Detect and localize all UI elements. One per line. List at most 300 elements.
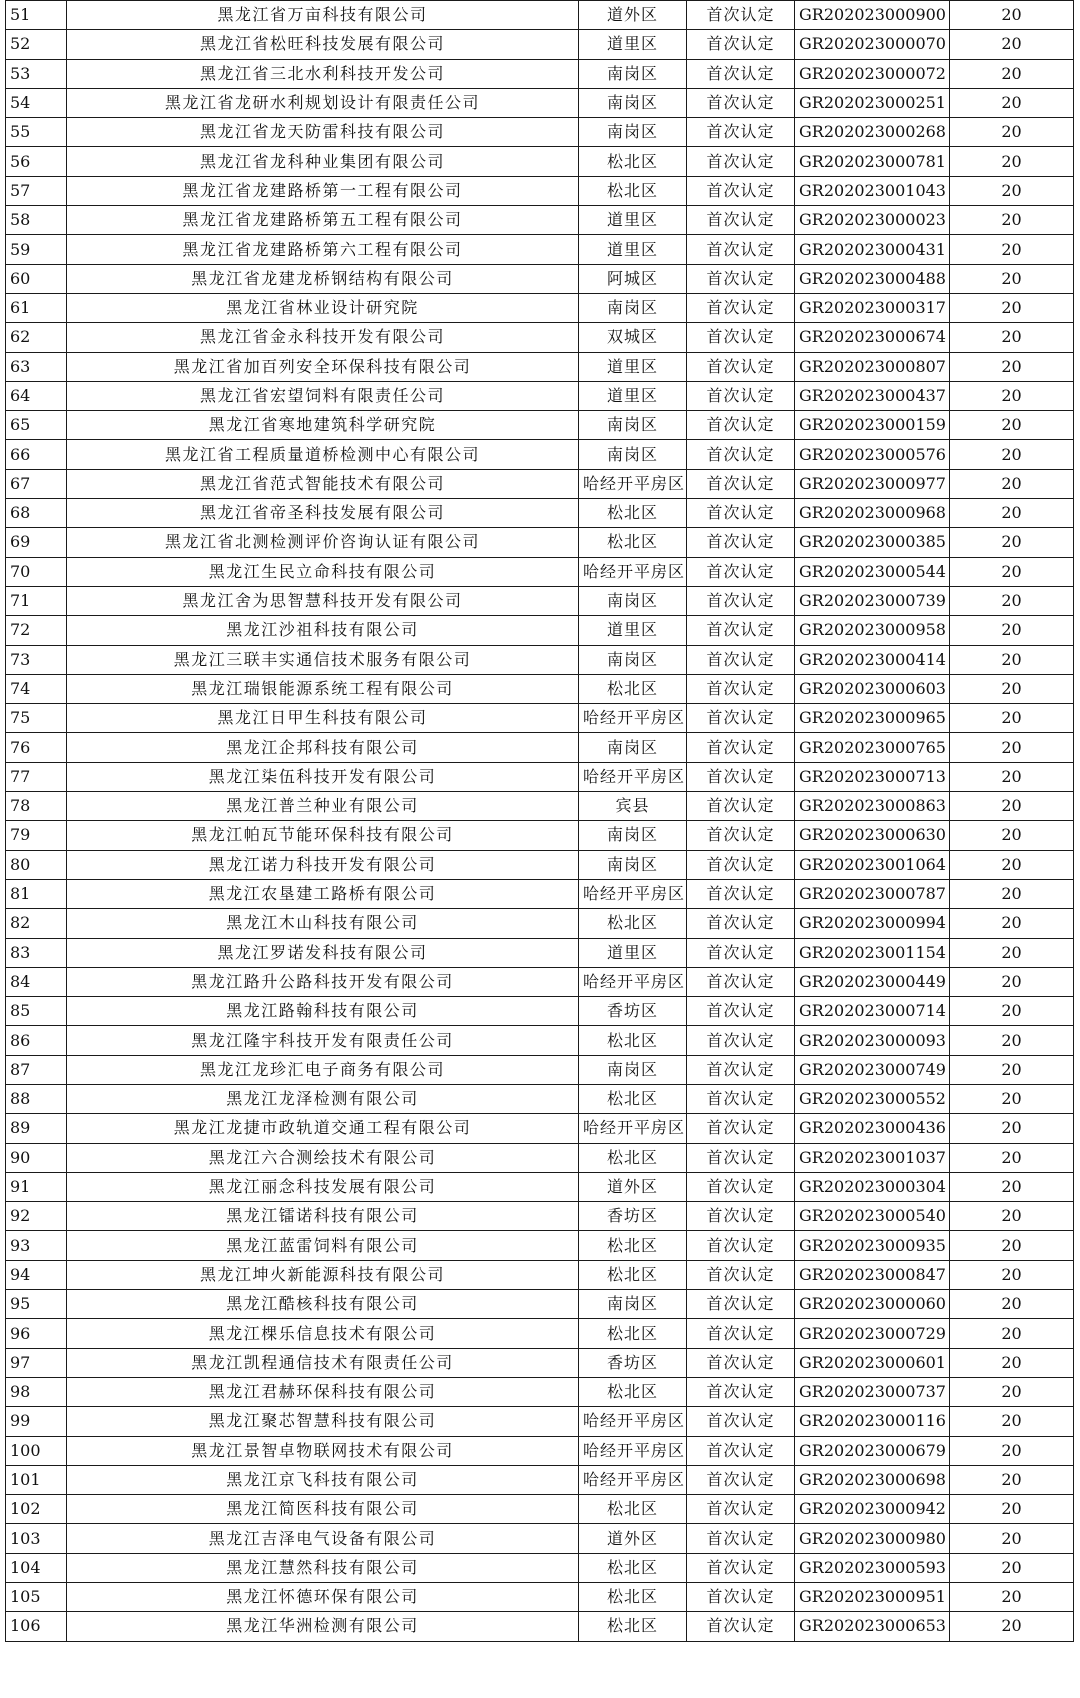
district-cell: 南岗区 (579, 59, 687, 88)
district-cell: 道里区 (579, 938, 687, 967)
table-row (6, 850, 1074, 879)
row-number-cell: 90 (6, 1143, 67, 1172)
table-row (6, 1055, 1074, 1084)
district-cell: 哈经开平房区 (579, 879, 687, 908)
certification-type-cell: 首次认定 (687, 293, 795, 322)
company-name-cell: 黑龙江景智卓物联网技术有限公司 (67, 1436, 579, 1465)
row-number-cell: 97 (6, 1348, 67, 1377)
table-row (6, 381, 1074, 410)
score-cell: 20 (950, 1172, 1074, 1201)
table-row (6, 967, 1074, 996)
row-number-cell: 51 (6, 1, 67, 30)
district-cell: 道里区 (579, 381, 687, 410)
certificate-number-cell: GR202023000317 (795, 293, 950, 322)
certification-type-cell: 首次认定 (687, 1465, 795, 1494)
score-cell: 20 (950, 1553, 1074, 1582)
score-cell: 20 (950, 704, 1074, 733)
score-cell: 20 (950, 850, 1074, 879)
table-row (6, 909, 1074, 938)
row-number-cell: 53 (6, 59, 67, 88)
company-name-cell: 黑龙江简医科技有限公司 (67, 1495, 579, 1524)
certificate-number-cell: GR202023000653 (795, 1612, 950, 1641)
score-cell: 20 (950, 411, 1074, 440)
certification-type-cell: 首次认定 (687, 557, 795, 586)
certification-type-cell: 首次认定 (687, 1084, 795, 1113)
row-number-cell: 59 (6, 235, 67, 264)
table-row (6, 352, 1074, 381)
district-cell: 南岗区 (579, 586, 687, 615)
score-cell: 20 (950, 616, 1074, 645)
row-number-cell: 82 (6, 909, 67, 938)
certification-type-cell: 首次认定 (687, 1260, 795, 1289)
row-number-cell: 68 (6, 499, 67, 528)
row-number-cell: 61 (6, 293, 67, 322)
row-number-cell: 70 (6, 557, 67, 586)
certificate-number-cell: GR202023000576 (795, 440, 950, 469)
company-name-cell: 黑龙江龙捷市政轨道交通工程有限公司 (67, 1114, 579, 1143)
certificate-number-cell: GR202023000060 (795, 1290, 950, 1319)
certificate-number-cell: GR202023000698 (795, 1465, 950, 1494)
table-row (6, 792, 1074, 821)
score-cell: 20 (950, 118, 1074, 147)
score-cell: 20 (950, 59, 1074, 88)
company-name-cell: 黑龙江罗诺发科技有限公司 (67, 938, 579, 967)
company-name-cell: 黑龙江华洲检测有限公司 (67, 1612, 579, 1641)
certificate-number-cell: GR202023000093 (795, 1026, 950, 1055)
district-cell: 南岗区 (579, 645, 687, 674)
district-cell: 南岗区 (579, 1055, 687, 1084)
score-cell: 20 (950, 352, 1074, 381)
row-number-cell: 57 (6, 176, 67, 205)
certification-type-cell: 首次认定 (687, 1348, 795, 1377)
score-cell: 20 (950, 1084, 1074, 1113)
company-name-cell: 黑龙江企邦科技有限公司 (67, 733, 579, 762)
certification-type-cell: 首次认定 (687, 1114, 795, 1143)
certificate-number-cell: GR202023000159 (795, 411, 950, 440)
company-name-cell: 黑龙江省北测检测评价咨询认证有限公司 (67, 528, 579, 557)
table-row (6, 674, 1074, 703)
district-cell: 松北区 (579, 528, 687, 557)
certificate-number-cell: GR202023000414 (795, 645, 950, 674)
score-cell: 20 (950, 821, 1074, 850)
certificate-number-cell: GR202023000951 (795, 1583, 950, 1612)
certificate-number-cell: GR202023000630 (795, 821, 950, 850)
certification-type-cell: 首次认定 (687, 381, 795, 410)
district-cell: 道外区 (579, 1, 687, 30)
company-name-cell: 黑龙江聚芯智慧科技有限公司 (67, 1407, 579, 1436)
company-list-table-wrapper (5, 0, 1074, 1642)
certification-type-cell: 首次认定 (687, 1612, 795, 1641)
certificate-number-cell: GR202023000935 (795, 1231, 950, 1260)
district-cell: 宾县 (579, 792, 687, 821)
district-cell: 松北区 (579, 1612, 687, 1641)
certification-type-cell: 首次认定 (687, 30, 795, 59)
score-cell: 20 (950, 1583, 1074, 1612)
score-cell: 20 (950, 1, 1074, 30)
company-name-cell: 黑龙江三联丰实通信技术服务有限公司 (67, 645, 579, 674)
score-cell: 20 (950, 440, 1074, 469)
table-row (6, 499, 1074, 528)
row-number-cell: 93 (6, 1231, 67, 1260)
row-number-cell: 78 (6, 792, 67, 821)
certification-type-cell: 首次认定 (687, 235, 795, 264)
row-number-cell: 84 (6, 967, 67, 996)
certificate-number-cell: GR202023000847 (795, 1260, 950, 1289)
company-name-cell: 黑龙江柒伍科技开发有限公司 (67, 762, 579, 791)
district-cell: 道外区 (579, 1524, 687, 1553)
district-cell: 松北区 (579, 1319, 687, 1348)
company-name-cell: 黑龙江省龙科种业集团有限公司 (67, 147, 579, 176)
row-number-cell: 96 (6, 1319, 67, 1348)
certification-type-cell: 首次认定 (687, 821, 795, 850)
table-row (6, 1465, 1074, 1494)
certificate-number-cell: GR202023000942 (795, 1495, 950, 1524)
district-cell: 南岗区 (579, 88, 687, 117)
certificate-number-cell: GR202023000980 (795, 1524, 950, 1553)
certification-type-cell: 首次认定 (687, 1524, 795, 1553)
certification-type-cell: 首次认定 (687, 792, 795, 821)
certification-type-cell: 首次认定 (687, 704, 795, 733)
table-row (6, 879, 1074, 908)
certificate-number-cell: GR202023000787 (795, 879, 950, 908)
company-name-cell: 黑龙江路翰科技有限公司 (67, 997, 579, 1026)
district-cell: 松北区 (579, 674, 687, 703)
district-cell: 阿城区 (579, 264, 687, 293)
certificate-number-cell: GR202023000552 (795, 1084, 950, 1113)
score-cell: 20 (950, 1026, 1074, 1055)
district-cell: 松北区 (579, 1260, 687, 1289)
row-number-cell: 100 (6, 1436, 67, 1465)
certificate-number-cell: GR202023000601 (795, 1348, 950, 1377)
certificate-number-cell: GR202023000070 (795, 30, 950, 59)
certificate-number-cell: GR202023000965 (795, 704, 950, 733)
certification-type-cell: 首次认定 (687, 88, 795, 117)
table-row (6, 938, 1074, 967)
company-name-cell: 黑龙江木山科技有限公司 (67, 909, 579, 938)
district-cell: 南岗区 (579, 118, 687, 147)
table-row (6, 118, 1074, 147)
certificate-number-cell: GR202023000679 (795, 1436, 950, 1465)
certification-type-cell: 首次认定 (687, 528, 795, 557)
score-cell: 20 (950, 264, 1074, 293)
certification-type-cell: 首次认定 (687, 733, 795, 762)
table-row (6, 59, 1074, 88)
row-number-cell: 92 (6, 1202, 67, 1231)
score-cell: 20 (950, 1436, 1074, 1465)
certification-type-cell: 首次认定 (687, 1, 795, 30)
certificate-number-cell: GR202023000737 (795, 1377, 950, 1406)
certificate-number-cell: GR202023000593 (795, 1553, 950, 1582)
company-name-cell: 黑龙江怀德环保有限公司 (67, 1583, 579, 1612)
district-cell: 南岗区 (579, 1290, 687, 1319)
table-row (6, 528, 1074, 557)
company-name-cell: 黑龙江日甲生科技有限公司 (67, 704, 579, 733)
table-row (6, 1231, 1074, 1260)
district-cell: 哈经开平房区 (579, 704, 687, 733)
company-name-cell: 黑龙江舍为思智慧科技开发有限公司 (67, 586, 579, 615)
certification-type-cell: 首次认定 (687, 674, 795, 703)
score-cell: 20 (950, 674, 1074, 703)
row-number-cell: 101 (6, 1465, 67, 1494)
score-cell: 20 (950, 1612, 1074, 1641)
table-row (6, 1290, 1074, 1319)
company-name-cell: 黑龙江沙祖科技有限公司 (67, 616, 579, 645)
certification-type-cell: 首次认定 (687, 1172, 795, 1201)
district-cell: 松北区 (579, 1084, 687, 1113)
district-cell: 松北区 (579, 909, 687, 938)
district-cell: 双城区 (579, 323, 687, 352)
company-name-cell: 黑龙江龙泽检测有限公司 (67, 1084, 579, 1113)
row-number-cell: 55 (6, 118, 67, 147)
score-cell: 20 (950, 381, 1074, 410)
row-number-cell: 74 (6, 674, 67, 703)
district-cell: 道里区 (579, 352, 687, 381)
row-number-cell: 86 (6, 1026, 67, 1055)
certification-type-cell: 首次认定 (687, 1583, 795, 1612)
company-name-cell: 黑龙江省工程质量道桥检测中心有限公司 (67, 440, 579, 469)
table-row (6, 323, 1074, 352)
company-name-cell: 黑龙江农垦建工路桥有限公司 (67, 879, 579, 908)
table-row (6, 206, 1074, 235)
certification-type-cell: 首次认定 (687, 411, 795, 440)
row-number-cell: 102 (6, 1495, 67, 1524)
score-cell: 20 (950, 557, 1074, 586)
table-row (6, 1202, 1074, 1231)
certification-type-cell: 首次认定 (687, 352, 795, 381)
certification-type-cell: 首次认定 (687, 1055, 795, 1084)
certification-type-cell: 首次认定 (687, 762, 795, 791)
certificate-number-cell: GR202023000437 (795, 381, 950, 410)
certification-type-cell: 首次认定 (687, 616, 795, 645)
table-row (6, 762, 1074, 791)
row-number-cell: 87 (6, 1055, 67, 1084)
score-cell: 20 (950, 1407, 1074, 1436)
score-cell: 20 (950, 1348, 1074, 1377)
score-cell: 20 (950, 938, 1074, 967)
table-row (6, 733, 1074, 762)
district-cell: 南岗区 (579, 821, 687, 850)
company-list-table (5, 0, 1074, 1642)
certification-type-cell: 首次认定 (687, 1319, 795, 1348)
table-row (6, 1436, 1074, 1465)
table-row (6, 1260, 1074, 1289)
row-number-cell: 65 (6, 411, 67, 440)
company-name-cell: 黑龙江省万亩科技有限公司 (67, 1, 579, 30)
certificate-number-cell: GR202023000968 (795, 499, 950, 528)
table-row (6, 997, 1074, 1026)
company-name-cell: 黑龙江凯程通信技术有限责任公司 (67, 1348, 579, 1377)
company-name-cell: 黑龙江君赫环保科技有限公司 (67, 1377, 579, 1406)
district-cell: 松北区 (579, 1377, 687, 1406)
row-number-cell: 63 (6, 352, 67, 381)
certification-type-cell: 首次认定 (687, 176, 795, 205)
company-name-cell: 黑龙江瑞银能源系统工程有限公司 (67, 674, 579, 703)
score-cell: 20 (950, 586, 1074, 615)
row-number-cell: 88 (6, 1084, 67, 1113)
certificate-number-cell: GR202023000713 (795, 762, 950, 791)
company-name-cell: 黑龙江龙珍汇电子商务有限公司 (67, 1055, 579, 1084)
district-cell: 哈经开平房区 (579, 557, 687, 586)
company-name-cell: 黑龙江省宏望饲料有限责任公司 (67, 381, 579, 410)
row-number-cell: 69 (6, 528, 67, 557)
certification-type-cell: 首次认定 (687, 59, 795, 88)
table-row (6, 1583, 1074, 1612)
district-cell: 松北区 (579, 1583, 687, 1612)
row-number-cell: 76 (6, 733, 67, 762)
row-number-cell: 95 (6, 1290, 67, 1319)
company-name-cell: 黑龙江省龙研水利规划设计有限责任公司 (67, 88, 579, 117)
company-name-cell: 黑龙江省龙天防雷科技有限公司 (67, 118, 579, 147)
row-number-cell: 103 (6, 1524, 67, 1553)
table-row (6, 704, 1074, 733)
row-number-cell: 98 (6, 1377, 67, 1406)
table-row (6, 147, 1074, 176)
certificate-number-cell: GR202023000251 (795, 88, 950, 117)
table-row (6, 1084, 1074, 1113)
row-number-cell: 80 (6, 850, 67, 879)
certificate-number-cell: GR202023000977 (795, 469, 950, 498)
row-number-cell: 73 (6, 645, 67, 674)
table-row (6, 616, 1074, 645)
company-name-cell: 黑龙江普兰种业有限公司 (67, 792, 579, 821)
company-name-cell: 黑龙江省加百列安全环保科技有限公司 (67, 352, 579, 381)
score-cell: 20 (950, 499, 1074, 528)
company-name-cell: 黑龙江隆宇科技开发有限责任公司 (67, 1026, 579, 1055)
certification-type-cell: 首次认定 (687, 469, 795, 498)
district-cell: 哈经开平房区 (579, 1407, 687, 1436)
score-cell: 20 (950, 1055, 1074, 1084)
row-number-cell: 106 (6, 1612, 67, 1641)
certificate-number-cell: GR202023001154 (795, 938, 950, 967)
company-name-cell: 黑龙江坤火新能源科技有限公司 (67, 1260, 579, 1289)
certification-type-cell: 首次认定 (687, 1495, 795, 1524)
table-row (6, 176, 1074, 205)
certificate-number-cell: GR202023000863 (795, 792, 950, 821)
table-row (6, 264, 1074, 293)
company-name-cell: 黑龙江棵乐信息技术有限公司 (67, 1319, 579, 1348)
table-row (6, 557, 1074, 586)
certificate-number-cell: GR202023000900 (795, 1, 950, 30)
score-cell: 20 (950, 1260, 1074, 1289)
row-number-cell: 105 (6, 1583, 67, 1612)
company-name-cell: 黑龙江省范式智能技术有限公司 (67, 469, 579, 498)
district-cell: 哈经开平房区 (579, 469, 687, 498)
row-number-cell: 81 (6, 879, 67, 908)
score-cell: 20 (950, 528, 1074, 557)
score-cell: 20 (950, 967, 1074, 996)
certificate-number-cell: GR202023000749 (795, 1055, 950, 1084)
certificate-number-cell: GR202023000994 (795, 909, 950, 938)
row-number-cell: 60 (6, 264, 67, 293)
certificate-number-cell: GR202023000268 (795, 118, 950, 147)
row-number-cell: 72 (6, 616, 67, 645)
table-row (6, 1348, 1074, 1377)
row-number-cell: 52 (6, 30, 67, 59)
row-number-cell: 85 (6, 997, 67, 1026)
certificate-number-cell: GR202023000674 (795, 323, 950, 352)
company-name-cell: 黑龙江路升公路科技开发有限公司 (67, 967, 579, 996)
company-name-cell: 黑龙江酷核科技有限公司 (67, 1290, 579, 1319)
district-cell: 道里区 (579, 235, 687, 264)
district-cell: 松北区 (579, 499, 687, 528)
district-cell: 松北区 (579, 176, 687, 205)
score-cell: 20 (950, 879, 1074, 908)
table-row (6, 1524, 1074, 1553)
score-cell: 20 (950, 469, 1074, 498)
table-row (6, 1143, 1074, 1172)
score-cell: 20 (950, 235, 1074, 264)
score-cell: 20 (950, 323, 1074, 352)
table-row (6, 293, 1074, 322)
certification-type-cell: 首次认定 (687, 118, 795, 147)
score-cell: 20 (950, 176, 1074, 205)
certification-type-cell: 首次认定 (687, 1026, 795, 1055)
score-cell: 20 (950, 1319, 1074, 1348)
district-cell: 香坊区 (579, 1348, 687, 1377)
row-number-cell: 99 (6, 1407, 67, 1436)
table-row (6, 1377, 1074, 1406)
score-cell: 20 (950, 206, 1074, 235)
district-cell: 松北区 (579, 1553, 687, 1582)
table-row (6, 1114, 1074, 1143)
district-cell: 哈经开平房区 (579, 1436, 687, 1465)
table-row (6, 1172, 1074, 1201)
certificate-number-cell: GR202023000807 (795, 352, 950, 381)
row-number-cell: 91 (6, 1172, 67, 1201)
row-number-cell: 67 (6, 469, 67, 498)
company-name-cell: 黑龙江京飞科技有限公司 (67, 1465, 579, 1494)
certificate-number-cell: GR202023000714 (795, 997, 950, 1026)
company-name-cell: 黑龙江省林业设计研究院 (67, 293, 579, 322)
row-number-cell: 62 (6, 323, 67, 352)
company-name-cell: 黑龙江镭诺科技有限公司 (67, 1202, 579, 1231)
table-row (6, 235, 1074, 264)
table-row (6, 645, 1074, 674)
company-name-cell: 黑龙江省龙建路桥第五工程有限公司 (67, 206, 579, 235)
district-cell: 哈经开平房区 (579, 762, 687, 791)
certificate-number-cell: GR202023000431 (795, 235, 950, 264)
table-row (6, 88, 1074, 117)
district-cell: 南岗区 (579, 411, 687, 440)
certificate-number-cell: GR202023000729 (795, 1319, 950, 1348)
row-number-cell: 58 (6, 206, 67, 235)
table-row (6, 1, 1074, 30)
table-row (6, 1495, 1074, 1524)
row-number-cell: 75 (6, 704, 67, 733)
row-number-cell: 83 (6, 938, 67, 967)
row-number-cell: 66 (6, 440, 67, 469)
certificate-number-cell: GR202023000544 (795, 557, 950, 586)
company-name-cell: 黑龙江省帝圣科技发展有限公司 (67, 499, 579, 528)
district-cell: 南岗区 (579, 733, 687, 762)
certification-type-cell: 首次认定 (687, 879, 795, 908)
company-name-cell: 黑龙江吉泽电气设备有限公司 (67, 1524, 579, 1553)
score-cell: 20 (950, 88, 1074, 117)
row-number-cell: 64 (6, 381, 67, 410)
district-cell: 松北区 (579, 147, 687, 176)
certificate-number-cell: GR202023000023 (795, 206, 950, 235)
table-row (6, 411, 1074, 440)
certification-type-cell: 首次认定 (687, 1290, 795, 1319)
score-cell: 20 (950, 293, 1074, 322)
row-number-cell: 77 (6, 762, 67, 791)
certificate-number-cell: GR202023000603 (795, 674, 950, 703)
certification-type-cell: 首次认定 (687, 1407, 795, 1436)
district-cell: 哈经开平房区 (579, 967, 687, 996)
certification-type-cell: 首次认定 (687, 206, 795, 235)
district-cell: 南岗区 (579, 293, 687, 322)
company-name-cell: 黑龙江帕瓦节能环保科技有限公司 (67, 821, 579, 850)
